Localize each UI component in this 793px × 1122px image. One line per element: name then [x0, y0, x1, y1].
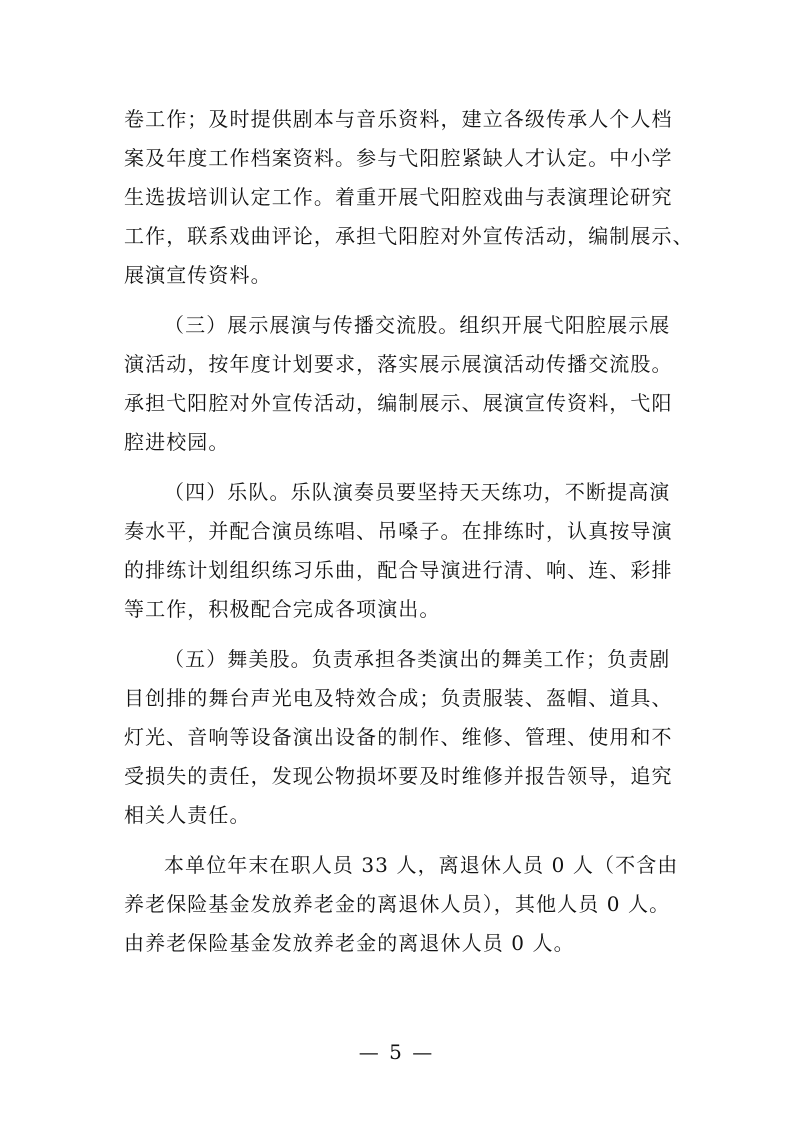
- text-line: 的排练计划组织练习乐曲，配合导演进行清、响、连、彩排: [124, 558, 673, 582]
- text-line: 卷工作；及时提供剧本与音乐资料，建立各级传承人个人档: [124, 107, 673, 131]
- text-line: 生选拔培训认定工作。着重开展弋阳腔戏曲与表演理论研究: [124, 185, 673, 209]
- paragraph-display-exchange-section: [124, 306, 684, 462]
- text-line: 工作，联系戏曲评论，承担弋阳腔对外宣传活动，编制展示、: [124, 224, 694, 248]
- text-line: 演活动，按年度计划要求，落实展示展演活动传播交流股。: [124, 352, 673, 376]
- page-number: — 5 —: [358, 1040, 435, 1064]
- text-line: 养老保险基金发放养老金的离退休人员），其他人员 0 人。: [124, 892, 671, 916]
- document-body: [124, 100, 694, 974]
- text-line: 灯光、音响等设备演出设备的制作、维修、管理、使用和不: [124, 725, 673, 749]
- text-line: 相关人责任。: [124, 803, 251, 827]
- text-line: （五）舞美股。负责承担各类演出的舞美工作；负责剧: [164, 647, 671, 671]
- text-line: 腔进校园。: [124, 430, 230, 454]
- text-line: （四）乐队。乐队演奏员要坚持天天练功，不断提高演: [164, 480, 671, 504]
- text-line: 展演宣传资料。: [124, 263, 272, 287]
- text-line: 承担弋阳腔对外宣传活动，编制展示、展演宣传资料，弋阳: [124, 391, 673, 415]
- paragraph-1: [124, 100, 694, 295]
- text-line: 目创排的舞台声光电及特效合成；负责服装、盔帽、道具、: [124, 686, 673, 710]
- paragraph-band-section: [124, 473, 684, 629]
- text-line: （三）展示展演与传播交流股。组织开展弋阳腔展示展: [164, 313, 671, 337]
- paragraph-stage-art-section: [124, 640, 684, 835]
- text-line: 由养老保险基金发放养老金的离退休人员 0 人。: [124, 931, 575, 955]
- text-line: 案及年度工作档案资料。参与弋阳腔紧缺人才认定。中小学: [124, 146, 673, 170]
- text-line: 本单位年末在职人员 33 人，离退休人员 0 人（不含由: [164, 853, 679, 877]
- text-line: 受损失的责任，发现公物损坏要及时维修并报告领导，追究: [124, 764, 673, 788]
- text-line: 奏水平，并配合演员练唱、吊嗓子。在排练时，认真按导演: [124, 519, 673, 543]
- paragraph-staffing: [124, 846, 684, 963]
- text-line: 等工作，积极配合完成各项演出。: [124, 597, 441, 621]
